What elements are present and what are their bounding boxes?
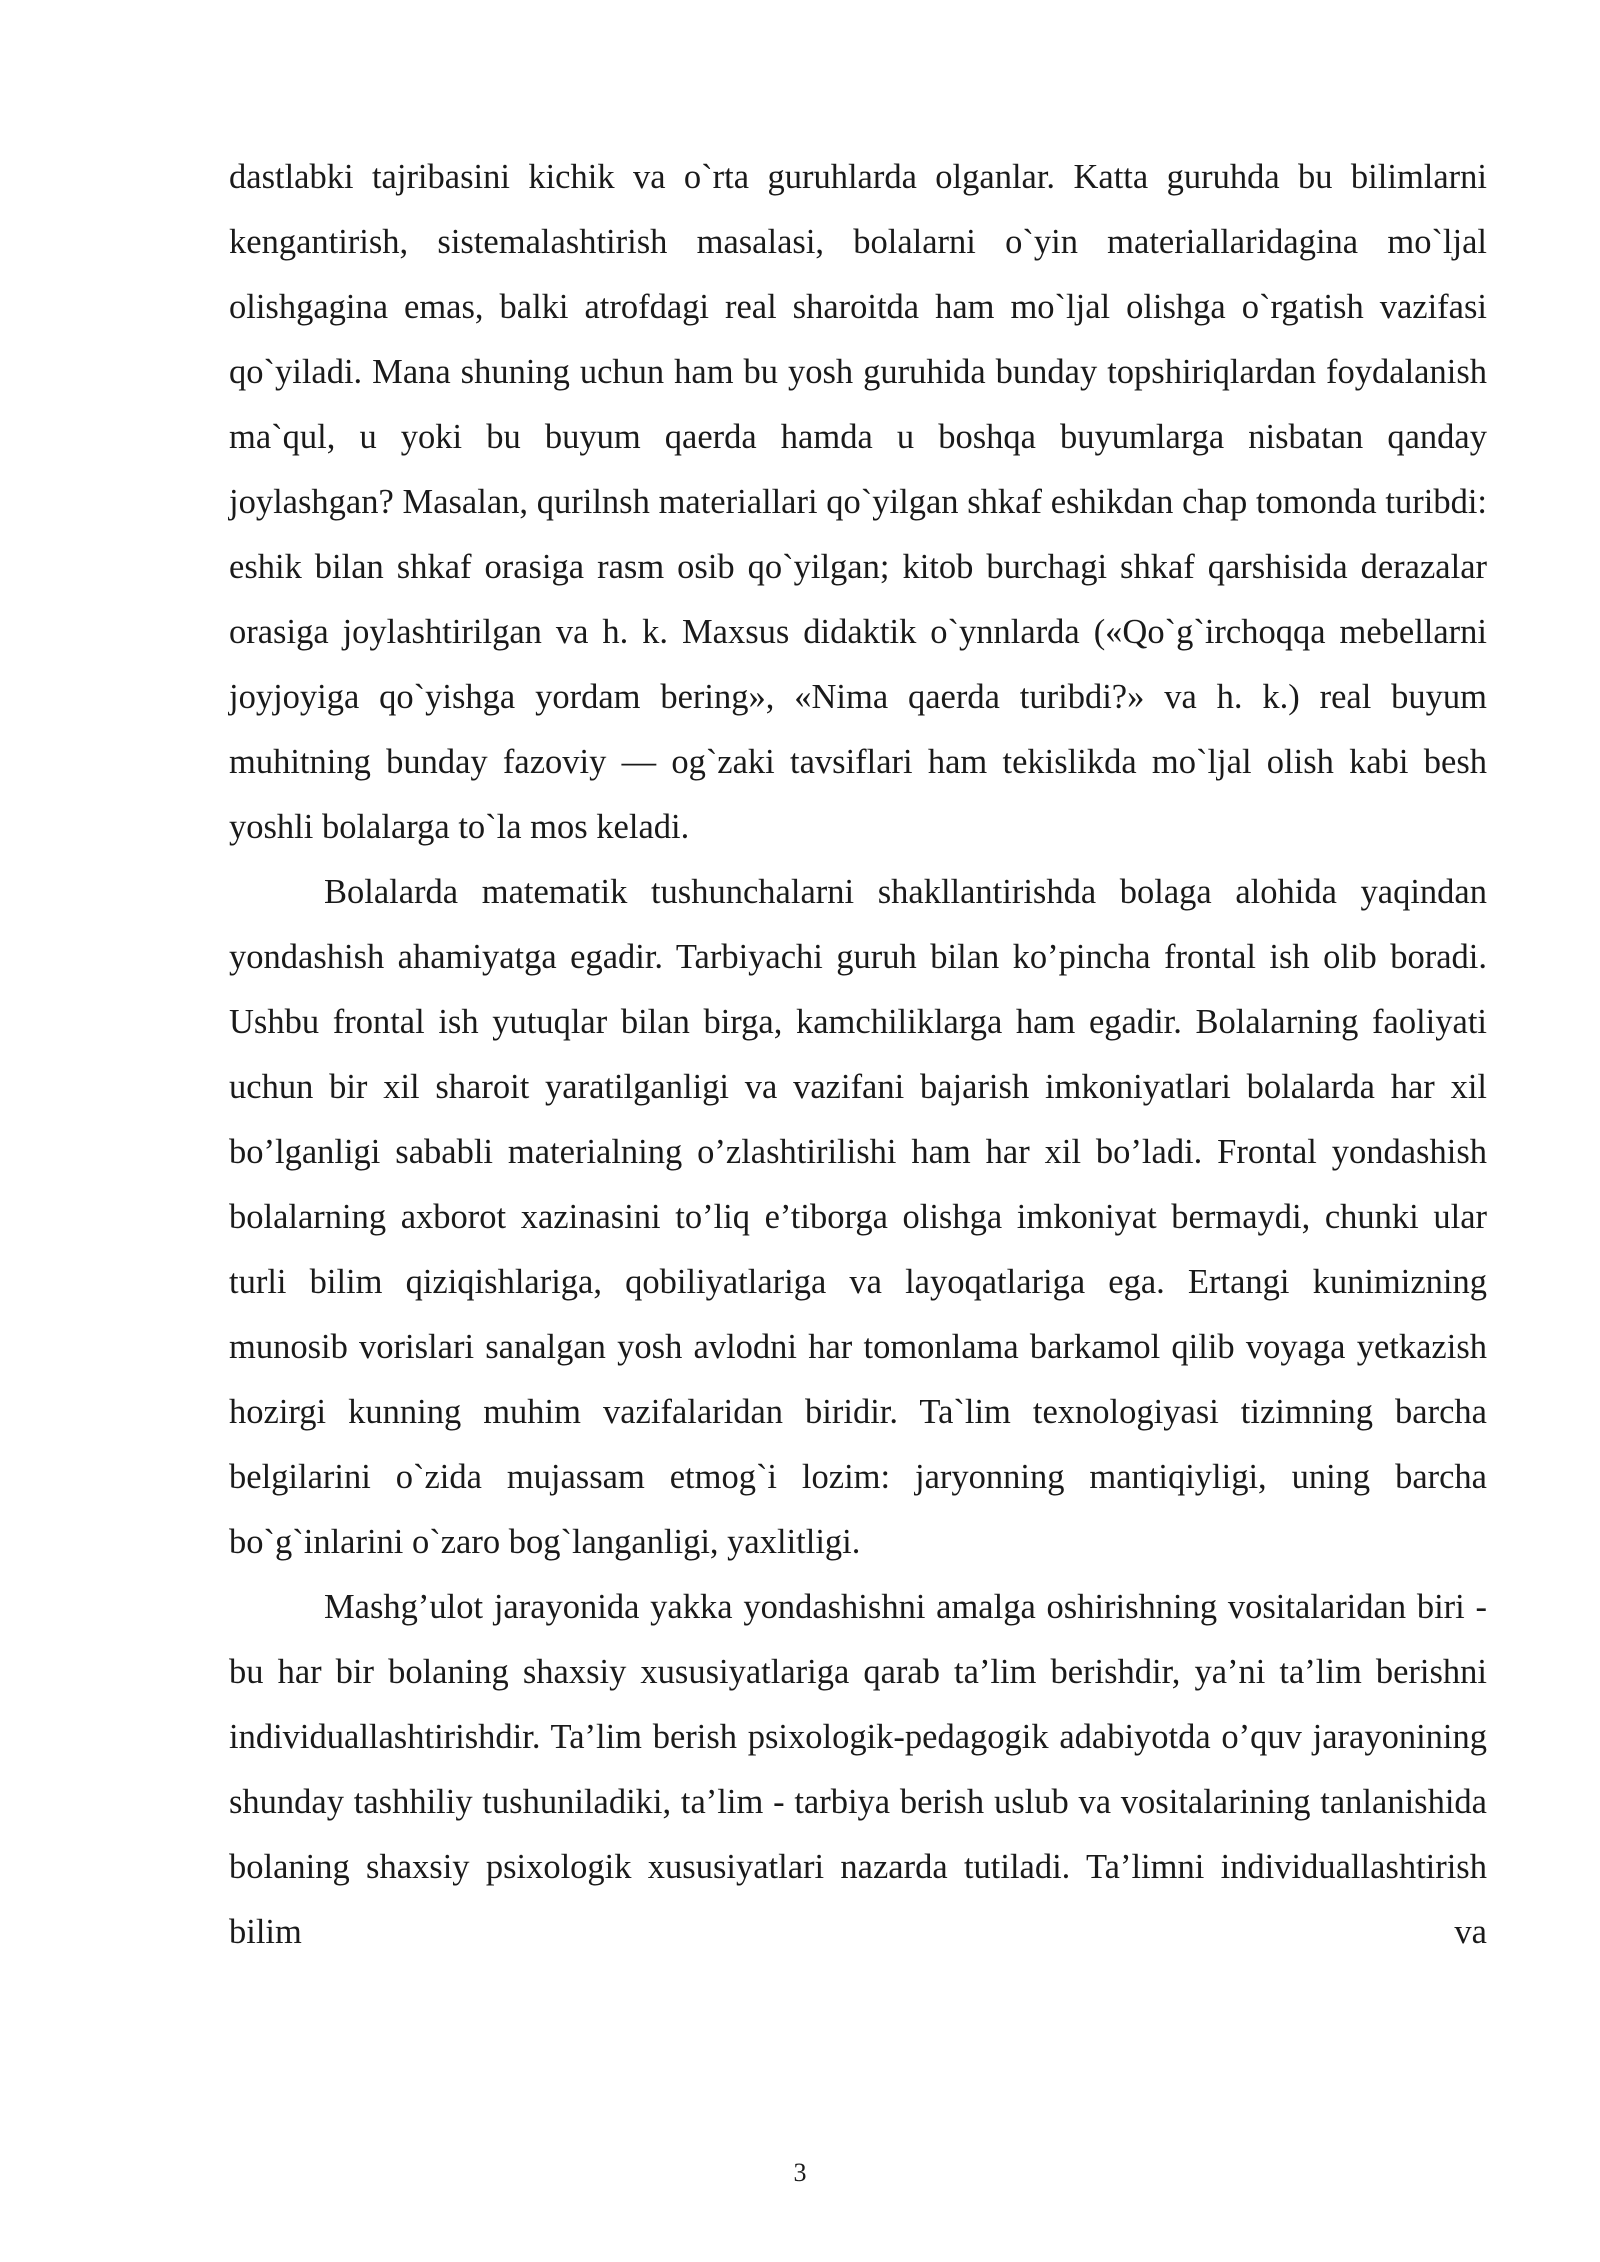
paragraph-1: dastlabki tajribasini kichik va o`rta guruhlarda olganlar. Katta guruhda bu bilimlarni kengantirish, sistemalashtirish masalasi, bolalarni o`yin materiallaridagina mo`ljal olishgagina emas, balki atrofdagi real sharoitda ham mo`ljal olishga o`rgatish vazifasi qo`yiladi. Mana shuning uchun ham bu yosh guruhida bunday topshiriqlardan foydalanish ma`qul, u yoki bu buyum qaerda hamda u boshqa buyumlarga nisbatan qanday joylashgan? Masalan, qurilnsh materiallari qo`yilgan shkaf eshikdan chap tomonda turibdi: eshik bilan shkaf orasiga rasm osib qo`yilgan; kitob burchagi shkaf qarshisida derazalar orasiga joylashtirilgan va h. k. Maxsus didaktik o`ynnlarda («Qo`g`irchoqqa mebellarni joyjoyiga qo`yishga yordam bering», «Nima qaerda turibdi?» va h. k.) real buyum muhitning bunday fazoviy — og`zaki tavsiflari ham tekislikda mo`ljal olish kabi besh yoshli bolalarga to`la mos keladi. [229,158,1487,846]
paragraph-2: Bolalarda matematik tushunchalarni shakllantirishda bolaga alohida yaqindan yondashish ahamiyatga egadir. Tarbiyachi guruh bilan ko’pincha frontal ish olib boradi. Ushbu frontal ish yutuqlar bilan birga, kamchiliklarga ham egadir. Bolalarning faoliyati uchun bir xil sharoit yaratilganligi va vazifani bajarish imkoniyatlari bolalarda har xil bo’lganligi sababli materialning o’zlashtirilishi ham har xil bo’ladi. Frontal yondashish bolalarning axborot xazinasini to’liq e’tiborga olishga imkoniyat bermaydi, chunki ular turli bilim qiziqishlariga, qobiliyatlariga va layoqatlariga ega. Ertangi kunimizning munosib vorislari sanalgan yosh avlodni har tomonlama barkamol qilib voyaga yetkazish hozirgi kunning muhim vazifalaridan biridir. Ta`lim texnologiyasi tizimning barcha belgilarini o`zida mujassam etmog`i lozim: jaryonning mantiqiyligi, uning barcha bo`g`inlarini o`zaro bog`langanligi, yaxlitligi. [229,873,1487,1561]
paragraph-3: Mashg’ulot jarayonida yakka yondashishni amalga oshirishning vositalaridan biri - bu har bir bolaning shaxsiy xususiyatlariga qarab ta’lim berishdir, ya’ni ta’lim berishni individuallashtirishdir. Ta’lim berish psixologik-pedagogik adabiyotda o’quv jarayonining shunday tashhiliy tushuniladiki, ta’lim - tarbiya berish uslub va vositalarining tanlanishida bolaning shaxsiy psixologik xususiyatlari nazarda tutiladi. Ta’limni individuallashtirish bilim va [229,1588,1487,1951]
page-number: 3 [793,2158,807,2187]
document-body [229,145,1487,1965]
